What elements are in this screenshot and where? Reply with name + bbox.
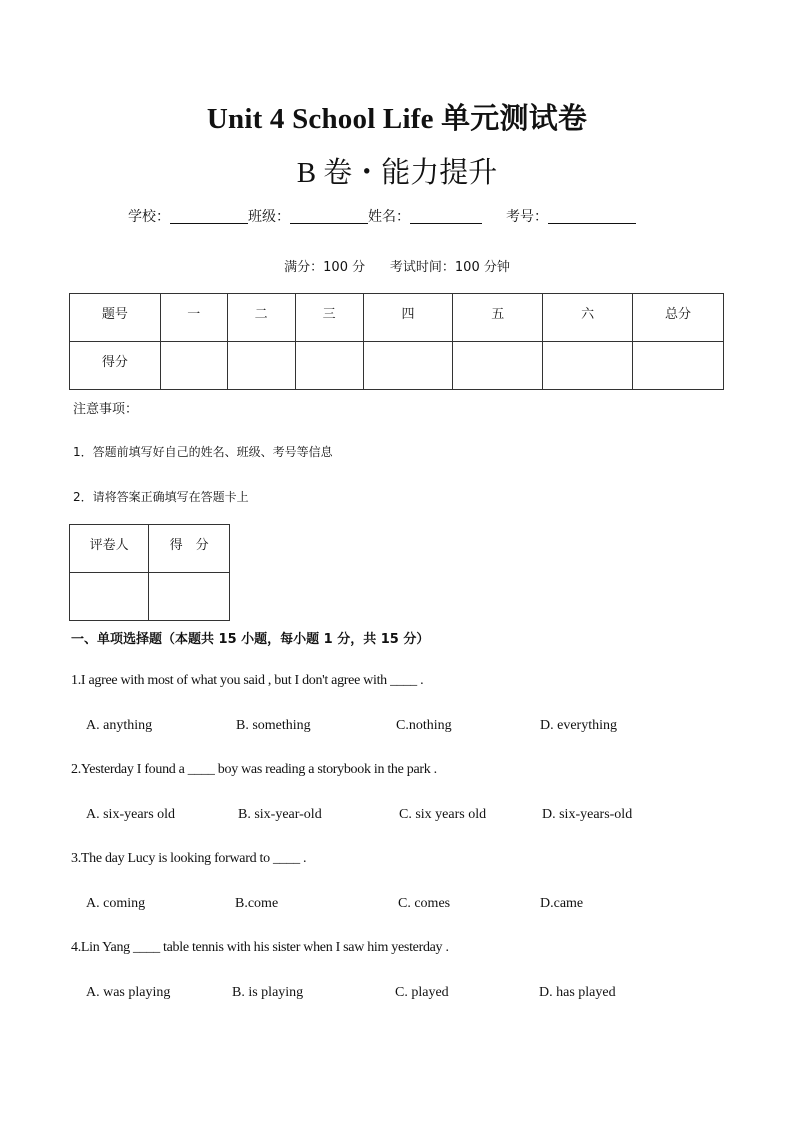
score-cell[interactable] <box>453 342 543 390</box>
class-blank[interactable] <box>290 209 368 224</box>
score-table-score-row <box>70 342 724 390</box>
question-text: 4.Lin Yang ____ table tennis with his sister when I saw him yesterday . <box>71 940 449 955</box>
student-info-line <box>128 206 636 226</box>
exam-no-blank[interactable] <box>548 209 636 224</box>
grader-input-row <box>70 573 230 621</box>
option-d[interactable]: D. everything <box>540 718 617 733</box>
option-b[interactable]: B.come <box>235 896 279 911</box>
notes-title: 注意事项： <box>73 402 139 417</box>
option-c[interactable]: C. comes <box>398 896 451 911</box>
score-cell[interactable] <box>543 342 633 390</box>
score-cell[interactable] <box>633 342 724 390</box>
grader-cell[interactable] <box>70 573 149 621</box>
header-cell: 题号 <box>70 294 161 342</box>
header-cell: 六 <box>543 294 633 342</box>
header-cell: 四 <box>363 294 453 342</box>
page-subtitle: B 卷・能力提升 <box>296 157 498 189</box>
option-c[interactable]: C.nothing <box>396 718 452 733</box>
grader-score-cell[interactable] <box>149 573 230 621</box>
grader-label: 评卷人 <box>70 525 149 573</box>
option-b[interactable]: B. is playing <box>232 985 304 1000</box>
header-cell: 二 <box>227 294 295 342</box>
option-a[interactable]: A. coming <box>86 896 146 911</box>
name-label: 姓名： <box>368 209 410 225</box>
school-label: 学校： <box>128 209 170 225</box>
option-b[interactable]: B. six-year-old <box>238 807 322 822</box>
score-table <box>69 293 724 390</box>
question-text: 1.I agree with most of what you said , but I don't agree with ____ . <box>71 673 424 688</box>
option-d[interactable]: D. has played <box>539 985 616 1000</box>
score-cell[interactable] <box>363 342 453 390</box>
page-title: Unit 4 School Life 单元测试卷 <box>206 103 588 135</box>
note-item: 2．请将答案正确填写在答题卡上 <box>73 490 249 504</box>
header-cell: 一 <box>160 294 227 342</box>
option-a[interactable]: A. was playing <box>86 985 171 1000</box>
score-table-header-row <box>70 294 724 342</box>
grader-table <box>69 524 230 621</box>
class-label: 班级： <box>248 209 290 225</box>
score-cell[interactable] <box>295 342 363 390</box>
option-c[interactable]: C. played <box>395 985 449 1000</box>
question-text: 2.Yesterday I found a ____ boy was reading a storybook in the park . <box>71 762 437 777</box>
question-text: 3.The day Lucy is looking forward to ____ . <box>71 851 307 866</box>
header-cell: 五 <box>453 294 543 342</box>
score-cell[interactable] <box>160 342 227 390</box>
grader-header-row <box>70 525 230 573</box>
school-blank[interactable] <box>170 209 248 224</box>
score-cell[interactable] <box>227 342 295 390</box>
note-item: 1．答题前填写好自己的姓名、班级、考号等信息 <box>73 445 333 459</box>
option-b[interactable]: B. something <box>236 718 311 733</box>
header-cell: 三 <box>295 294 363 342</box>
grader-score-label: 得 分 <box>149 525 230 573</box>
exam-no-label: 考号： <box>506 209 548 225</box>
header-cell: 总分 <box>633 294 724 342</box>
option-c[interactable]: C. six years old <box>399 807 487 822</box>
option-d[interactable]: D.came <box>540 896 584 911</box>
option-a[interactable]: A. six-years old <box>86 807 176 822</box>
score-row-label: 得分 <box>70 342 161 390</box>
section-heading: 一、单项选择题（本题共 15 小题，每小题 1 分，共 15 分） <box>71 632 430 647</box>
option-d[interactable]: D. six-years-old <box>542 807 633 822</box>
name-blank[interactable] <box>410 209 482 224</box>
option-a[interactable]: A. anything <box>86 718 153 733</box>
score-and-time: 满分：100 分 考试时间：100 分钟 <box>284 260 510 275</box>
